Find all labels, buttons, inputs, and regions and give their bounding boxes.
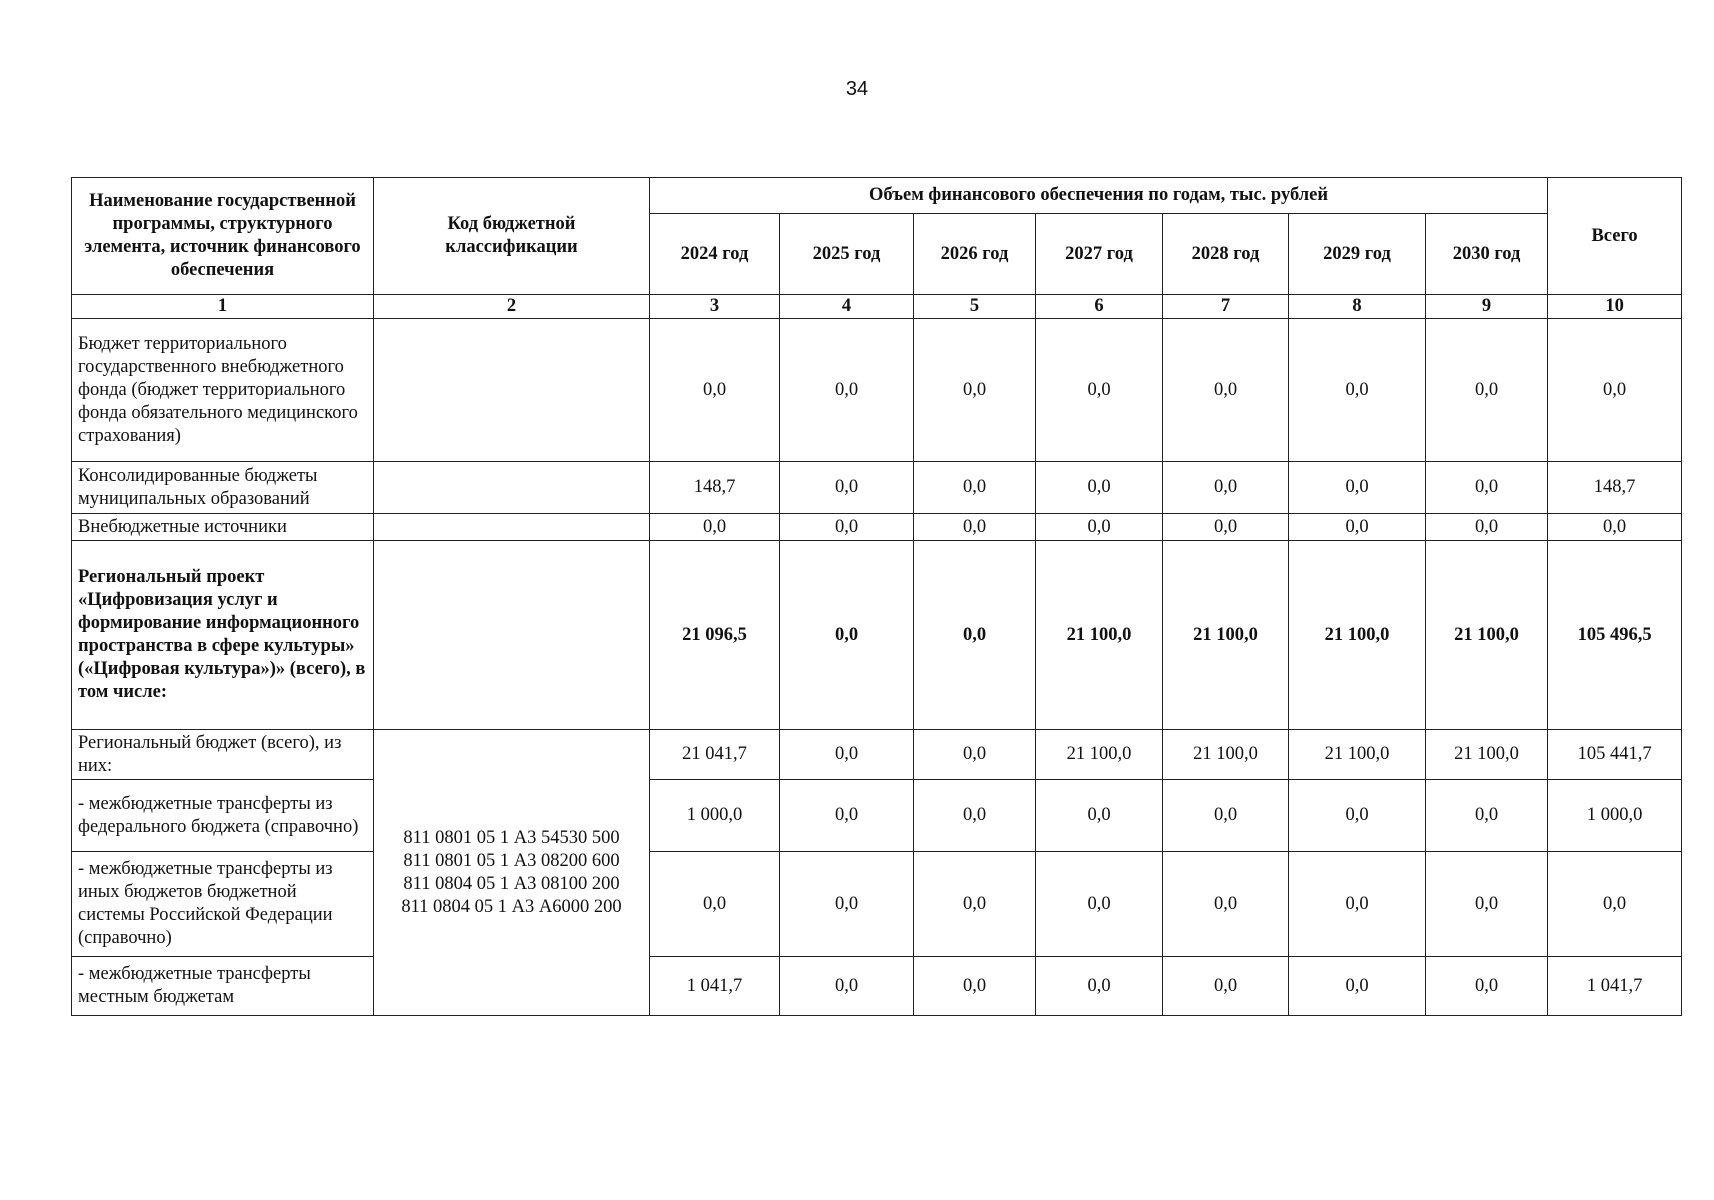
row-name: Региональный проект «Цифровизация услуг и формирование информационного пространства в сфере культуры» («Цифровая культура»)» (всего), в том числе: [72,541,374,730]
row-value: 0,0 [914,514,1036,541]
header-year: 2029 год [1289,214,1426,295]
column-number: 2 [374,295,650,319]
header-year: 2028 год [1163,214,1289,295]
row-name: Консолидированные бюджеты муниципальных образований [72,462,374,514]
row-value: 0,0 [1426,852,1548,957]
row-value: 21 096,5 [650,541,780,730]
table-row [72,541,1682,730]
row-total: 1 000,0 [1548,780,1682,852]
row-value: 0,0 [1426,780,1548,852]
row-value: 0,0 [1289,514,1426,541]
row-value: 0,0 [1289,957,1426,1016]
row-value: 0,0 [914,957,1036,1016]
row-name: - межбюджетные трансферты местным бюджетам [72,957,374,1016]
header-year: 2027 год [1036,214,1163,295]
row-value: 0,0 [780,541,914,730]
row-total: 148,7 [1548,462,1682,514]
row-value: 21 100,0 [1036,730,1163,780]
row-value: 0,0 [1163,780,1289,852]
header-year: 2025 год [780,214,914,295]
row-name: - межбюджетные трансферты из иных бюджетов бюджетной системы Российской Федерации (справочно) [72,852,374,957]
header-year: 2026 год [914,214,1036,295]
row-value: 1 000,0 [650,780,780,852]
row-value: 0,0 [1036,462,1163,514]
header-total: Всего [1548,178,1682,295]
row-value: 0,0 [1036,957,1163,1016]
column-number: 7 [1163,295,1289,319]
budget-code: 811 0804 05 1 А3 08100 200 [403,873,620,894]
row-total: 105 496,5 [1548,541,1682,730]
row-value: 0,0 [650,852,780,957]
row-code-empty [374,514,650,541]
row-value: 0,0 [914,730,1036,780]
table-row [72,462,1682,514]
row-code-empty [374,319,650,462]
column-number: 9 [1426,295,1548,319]
table-row [72,957,1682,1016]
row-value: 21 100,0 [1163,541,1289,730]
column-number: 3 [650,295,780,319]
row-value: 0,0 [1163,957,1289,1016]
budget-code: 811 0801 05 1 А3 08200 600 [403,850,620,871]
row-value: 21 100,0 [1426,541,1548,730]
row-total: 1 041,7 [1548,957,1682,1016]
table-row [72,780,1682,852]
row-value: 0,0 [1036,319,1163,462]
table-row [72,514,1682,541]
column-number: 5 [914,295,1036,319]
row-total: 0,0 [1548,514,1682,541]
row-value: 0,0 [1289,780,1426,852]
row-value: 21 100,0 [1036,541,1163,730]
budget-codes [374,730,650,1016]
row-value: 1 041,7 [650,957,780,1016]
row-value: 0,0 [780,319,914,462]
row-total: 105 441,7 [1548,730,1682,780]
row-value: 0,0 [914,852,1036,957]
row-value: 0,0 [1426,957,1548,1016]
row-value: 0,0 [1163,319,1289,462]
row-value: 0,0 [1163,462,1289,514]
row-value: 0,0 [914,462,1036,514]
financing-table [71,177,1682,1016]
row-value: 0,0 [1426,462,1548,514]
column-number-row [72,295,1682,319]
row-value: 21 100,0 [1289,730,1426,780]
row-value: 0,0 [780,514,914,541]
budget-code: 811 0801 05 1 А3 54530 500 [403,827,620,848]
header-year: 2030 год [1426,214,1548,295]
column-number: 6 [1036,295,1163,319]
column-number: 8 [1289,295,1426,319]
column-number: 1 [72,295,374,319]
row-value: 0,0 [780,957,914,1016]
row-value: 0,0 [1426,319,1548,462]
row-value: 0,0 [1163,514,1289,541]
row-value: 0,0 [1289,462,1426,514]
table-row [72,730,1682,780]
row-value: 21 100,0 [1163,730,1289,780]
row-code-empty [374,541,650,730]
row-value: 0,0 [1163,852,1289,957]
row-value: 0,0 [1036,780,1163,852]
row-value: 148,7 [650,462,780,514]
row-value: 21 041,7 [650,730,780,780]
row-name: Региональный бюджет (всего), из них: [72,730,374,780]
row-name: Внебюджетные источники [72,514,374,541]
row-value: 0,0 [780,462,914,514]
header-volume: Объем финансового обеспечения по годам, тыс. рублей [650,178,1548,214]
row-value: 0,0 [914,780,1036,852]
row-value: 0,0 [650,514,780,541]
header-year: 2024 год [650,214,780,295]
row-name: Бюджет территориального государственного внебюджетного фонда (бюджет территориального фонда обязательного медицинского страхования) [72,319,374,462]
row-value: 0,0 [1426,514,1548,541]
column-number: 4 [780,295,914,319]
row-value: 0,0 [780,852,914,957]
row-value: 21 100,0 [1289,541,1426,730]
row-total: 0,0 [1548,852,1682,957]
row-total: 0,0 [1548,319,1682,462]
table-row [72,319,1682,462]
header-name: Наименование государственной программы, структурного элемента, источник финансового обеспечения [72,178,374,295]
page-number: 34 [845,78,869,100]
table-row [72,852,1682,957]
row-value: 0,0 [914,319,1036,462]
row-code-empty [374,462,650,514]
row-value: 21 100,0 [1426,730,1548,780]
header-code: Код бюджетной классификации [374,178,650,295]
row-name: - межбюджетные трансферты из федерального бюджета (справочно) [72,780,374,852]
row-value: 0,0 [650,319,780,462]
row-value: 0,0 [1289,852,1426,957]
column-number: 10 [1548,295,1682,319]
row-value: 0,0 [1036,514,1163,541]
budget-code: 811 0804 05 1 А3 А6000 200 [401,896,622,917]
row-value: 0,0 [914,541,1036,730]
row-value: 0,0 [1036,852,1163,957]
row-value: 0,0 [1289,319,1426,462]
row-value: 0,0 [780,780,914,852]
row-value: 0,0 [780,730,914,780]
